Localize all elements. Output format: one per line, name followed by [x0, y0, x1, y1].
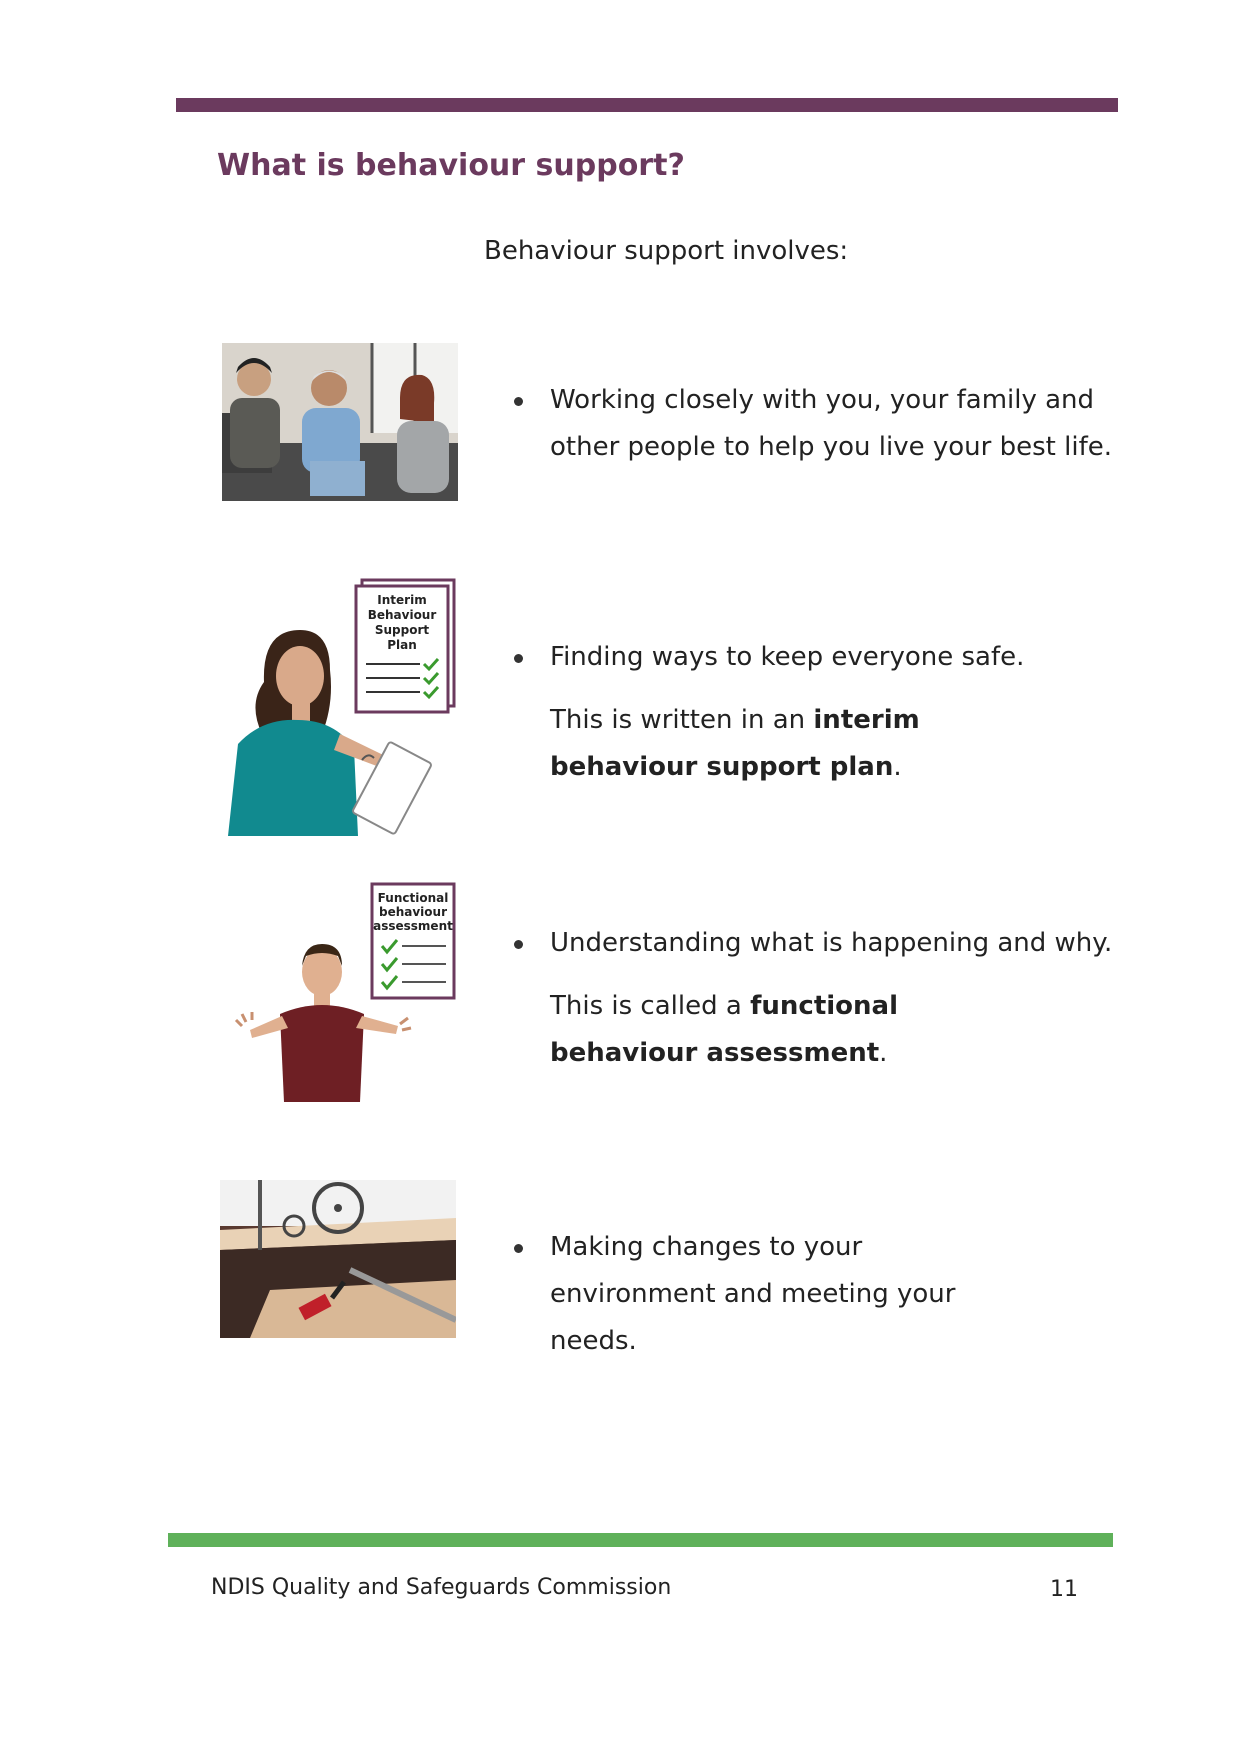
list-item [516, 920, 1116, 1077]
bottom-divider-bar [168, 1533, 1113, 1547]
bullet-icon [514, 397, 523, 406]
item-text: Working closely with you, your family and other people to help you live your best life. [550, 385, 1112, 462]
man-shrugging-icon [222, 880, 458, 1102]
plan-doc-line-3: Support [374, 623, 430, 637]
bullet-icon [514, 940, 523, 949]
page-number: 11 [1050, 1577, 1078, 1602]
footer-organisation: NDIS Quality and Safeguards Commission [211, 1575, 672, 1600]
intro-text: Behaviour support involves: [484, 236, 849, 266]
item-text: Making changes to your environment and meeting your needs. [550, 1232, 956, 1356]
list-item [516, 377, 1116, 471]
item-text: Understanding what is happening and why. [550, 928, 1113, 958]
list-item [516, 1224, 986, 1365]
page-title: What is behaviour support? [217, 148, 685, 183]
plan-doc-line-2: Behaviour [367, 608, 437, 622]
bullet-icon [514, 654, 523, 663]
bullet-icon [514, 1244, 523, 1253]
item-note: This is written in an interim behaviour support plan. [550, 705, 920, 782]
plan-doc-line-4: Plan [387, 638, 417, 652]
woman-writing-plan-icon [222, 574, 458, 836]
plan-doc-line-1: Interim [377, 593, 427, 607]
assessment-doc-line-3: assessment [373, 919, 453, 933]
top-divider-bar [176, 98, 1118, 112]
list-item [516, 634, 1116, 791]
assessment-doc-line-1: Functional [377, 891, 449, 905]
assessment-doc-line-2: behaviour [378, 905, 448, 919]
item-note: This is called a functional behaviour assessment. [550, 991, 898, 1068]
family-meeting-photo-icon [222, 343, 458, 501]
wheelchair-ramp-photo-icon [220, 1180, 456, 1338]
item-text: Finding ways to keep everyone safe. [550, 642, 1025, 672]
